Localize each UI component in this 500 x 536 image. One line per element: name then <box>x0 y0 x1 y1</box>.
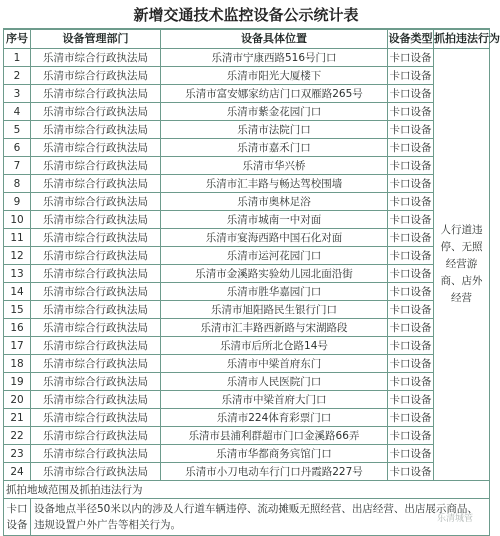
row-device-type: 卡口设备 <box>388 85 434 103</box>
equipment-table <box>3 28 500 536</box>
row-device-type: 卡口设备 <box>388 67 434 85</box>
row-department: 乐清市综合行政执法局 <box>31 193 161 211</box>
row-number: 15 <box>4 301 31 319</box>
row-number: 23 <box>4 445 31 463</box>
row-location: 乐清市金溪路实验幼儿园北面沿街 <box>161 265 388 283</box>
row-device-type: 卡口设备 <box>388 283 434 301</box>
table-row <box>4 121 490 139</box>
row-location: 乐清市小刀电动车行门口丹霞路227号 <box>161 463 388 481</box>
row-number: 21 <box>4 409 31 427</box>
row-number: 13 <box>4 265 31 283</box>
row-department: 乐清市综合行政执法局 <box>31 247 161 265</box>
row-location: 乐清市宁康西路516号门口 <box>161 49 388 67</box>
row-device-type: 卡口设备 <box>388 211 434 229</box>
row-department: 乐清市综合行政执法局 <box>31 319 161 337</box>
row-number: 19 <box>4 373 31 391</box>
scope-header: 抓拍地域范围及抓拍违法行为 <box>4 481 490 499</box>
table-title: 新增交通技术监控设备公示统计表 <box>133 6 359 24</box>
row-number: 5 <box>4 121 31 139</box>
table-row <box>4 67 490 85</box>
row-device-type: 卡口设备 <box>388 193 434 211</box>
row-number: 10 <box>4 211 31 229</box>
row-device-type: 卡口设备 <box>388 49 434 67</box>
row-device-type: 卡口设备 <box>388 337 434 355</box>
table-row <box>4 211 490 229</box>
row-number: 24 <box>4 463 31 481</box>
header-type: 设备类型 <box>388 29 434 49</box>
row-department: 乐清市综合行政执法局 <box>31 427 161 445</box>
table-row <box>4 139 490 157</box>
row-number: 8 <box>4 175 31 193</box>
row-department: 乐清市综合行政执法局 <box>31 265 161 283</box>
row-department: 乐清市综合行政执法局 <box>31 49 161 67</box>
row-number: 16 <box>4 319 31 337</box>
watermark: 乐清城管 <box>436 514 473 524</box>
table-row <box>4 409 490 427</box>
row-device-type: 卡口设备 <box>388 355 434 373</box>
row-number: 3 <box>4 85 31 103</box>
row-number: 4 <box>4 103 31 121</box>
table-row <box>4 193 490 211</box>
table-row <box>4 157 490 175</box>
row-number: 14 <box>4 283 31 301</box>
row-location: 乐清市富安娜家纺店门口双雁路265号 <box>161 85 388 103</box>
table-row <box>4 229 490 247</box>
table-row <box>4 463 490 481</box>
scope-device-label: 卡口设备 <box>4 499 31 536</box>
table-header-row <box>4 29 490 49</box>
row-location: 乐清市中梁首府东门 <box>161 355 388 373</box>
row-location: 乐清市224体育彩票门口 <box>161 409 388 427</box>
row-number: 12 <box>4 247 31 265</box>
table-row <box>4 85 490 103</box>
row-device-type: 卡口设备 <box>388 319 434 337</box>
table-row <box>4 175 490 193</box>
row-department: 乐清市综合行政执法局 <box>31 445 161 463</box>
behavior-cell: 人行道违停、无照经营游商、店外经营 <box>434 49 490 481</box>
table-row <box>4 247 490 265</box>
header-location: 设备具体位置 <box>161 29 388 49</box>
row-device-type: 卡口设备 <box>388 157 434 175</box>
row-number: 2 <box>4 67 31 85</box>
row-department: 乐清市综合行政执法局 <box>31 175 161 193</box>
row-device-type: 卡口设备 <box>388 247 434 265</box>
row-number: 1 <box>4 49 31 67</box>
row-location: 乐清市运河花园门口 <box>161 247 388 265</box>
row-location: 乐清市法院门口 <box>161 121 388 139</box>
row-department: 乐清市综合行政执法局 <box>31 67 161 85</box>
row-department: 乐清市综合行政执法局 <box>31 301 161 319</box>
row-location: 乐清市汇丰路与畅达驾校围墙 <box>161 175 388 193</box>
row-number: 20 <box>4 391 31 409</box>
row-location: 乐清市城南一中对面 <box>161 211 388 229</box>
row-location: 乐清市人民医院门口 <box>161 373 388 391</box>
scope-header-row <box>4 481 490 499</box>
row-department: 乐清市综合行政执法局 <box>31 85 161 103</box>
row-department: 乐清市综合行政执法局 <box>31 391 161 409</box>
row-location: 乐清市华兴桥 <box>161 157 388 175</box>
row-department: 乐清市综合行政执法局 <box>31 355 161 373</box>
row-device-type: 卡口设备 <box>388 301 434 319</box>
row-location: 乐清市胜华嘉园门口 <box>161 283 388 301</box>
table-row <box>4 283 490 301</box>
scope-detail-row <box>4 499 490 536</box>
row-location: 乐清市汇丰路西新路与宋湖路段 <box>161 319 388 337</box>
row-department: 乐清市综合行政执法局 <box>31 139 161 157</box>
row-location: 乐清市阳光大厦楼下 <box>161 67 388 85</box>
row-department: 乐清市综合行政执法局 <box>31 103 161 121</box>
row-location: 乐清市紫金花园门口 <box>161 103 388 121</box>
table-row <box>4 445 490 463</box>
header-behavior: 抓拍违法行为 <box>434 29 490 49</box>
table-row <box>4 373 490 391</box>
row-number: 6 <box>4 139 31 157</box>
row-department: 乐清市综合行政执法局 <box>31 409 161 427</box>
row-device-type: 卡口设备 <box>388 409 434 427</box>
row-device-type: 卡口设备 <box>388 103 434 121</box>
table-row <box>4 103 490 121</box>
row-number: 18 <box>4 355 31 373</box>
table-row <box>4 49 490 67</box>
row-number: 17 <box>4 337 31 355</box>
row-department: 乐清市综合行政执法局 <box>31 283 161 301</box>
table-row <box>4 319 490 337</box>
row-department: 乐清市综合行政执法局 <box>31 157 161 175</box>
row-department: 乐清市综合行政执法局 <box>31 373 161 391</box>
row-department: 乐清市综合行政执法局 <box>31 229 161 247</box>
row-number: 22 <box>4 427 31 445</box>
row-number: 7 <box>4 157 31 175</box>
row-location: 乐清市后所北仓路14号 <box>161 337 388 355</box>
row-device-type: 卡口设备 <box>388 121 434 139</box>
row-device-type: 卡口设备 <box>388 373 434 391</box>
row-location: 乐清市旭阳路民生银行门口 <box>161 301 388 319</box>
row-device-type: 卡口设备 <box>388 445 434 463</box>
row-department: 乐清市综合行政执法局 <box>31 121 161 139</box>
table-body <box>4 49 490 481</box>
row-device-type: 卡口设备 <box>388 463 434 481</box>
row-location: 乐清市嘉禾门口 <box>161 139 388 157</box>
header-department: 设备管理部门 <box>31 29 161 49</box>
row-device-type: 卡口设备 <box>388 139 434 157</box>
row-location: 乐清市县浦利群超市门口金溪路66弄 <box>161 427 388 445</box>
table-row <box>4 391 490 409</box>
row-device-type: 卡口设备 <box>388 265 434 283</box>
header-no: 序号 <box>4 29 31 49</box>
table-row <box>4 265 490 283</box>
row-device-type: 卡口设备 <box>388 229 434 247</box>
row-location: 乐清市奥林足浴 <box>161 193 388 211</box>
row-device-type: 卡口设备 <box>388 391 434 409</box>
table-row <box>4 301 490 319</box>
table-row <box>4 427 490 445</box>
row-location: 乐清市华都商务宾馆门口 <box>161 445 388 463</box>
table-row <box>4 355 490 373</box>
row-number: 11 <box>4 229 31 247</box>
row-device-type: 卡口设备 <box>388 175 434 193</box>
scope-description: 设备地点半径50米以内的涉及人行道车辆违停、流动摊贩无照经营、出店经营、出店展示商品、违规设置户外广告等相关行为。 <box>31 499 490 536</box>
row-department: 乐清市综合行政执法局 <box>31 463 161 481</box>
row-department: 乐清市综合行政执法局 <box>31 337 161 355</box>
row-location: 乐清市宴海西路中国石化对面 <box>161 229 388 247</box>
scope-section <box>4 481 490 536</box>
table-row <box>4 337 490 355</box>
row-number: 9 <box>4 193 31 211</box>
row-department: 乐清市综合行政执法局 <box>31 211 161 229</box>
row-location: 乐清市中梁首府大门口 <box>161 391 388 409</box>
row-device-type: 卡口设备 <box>388 427 434 445</box>
